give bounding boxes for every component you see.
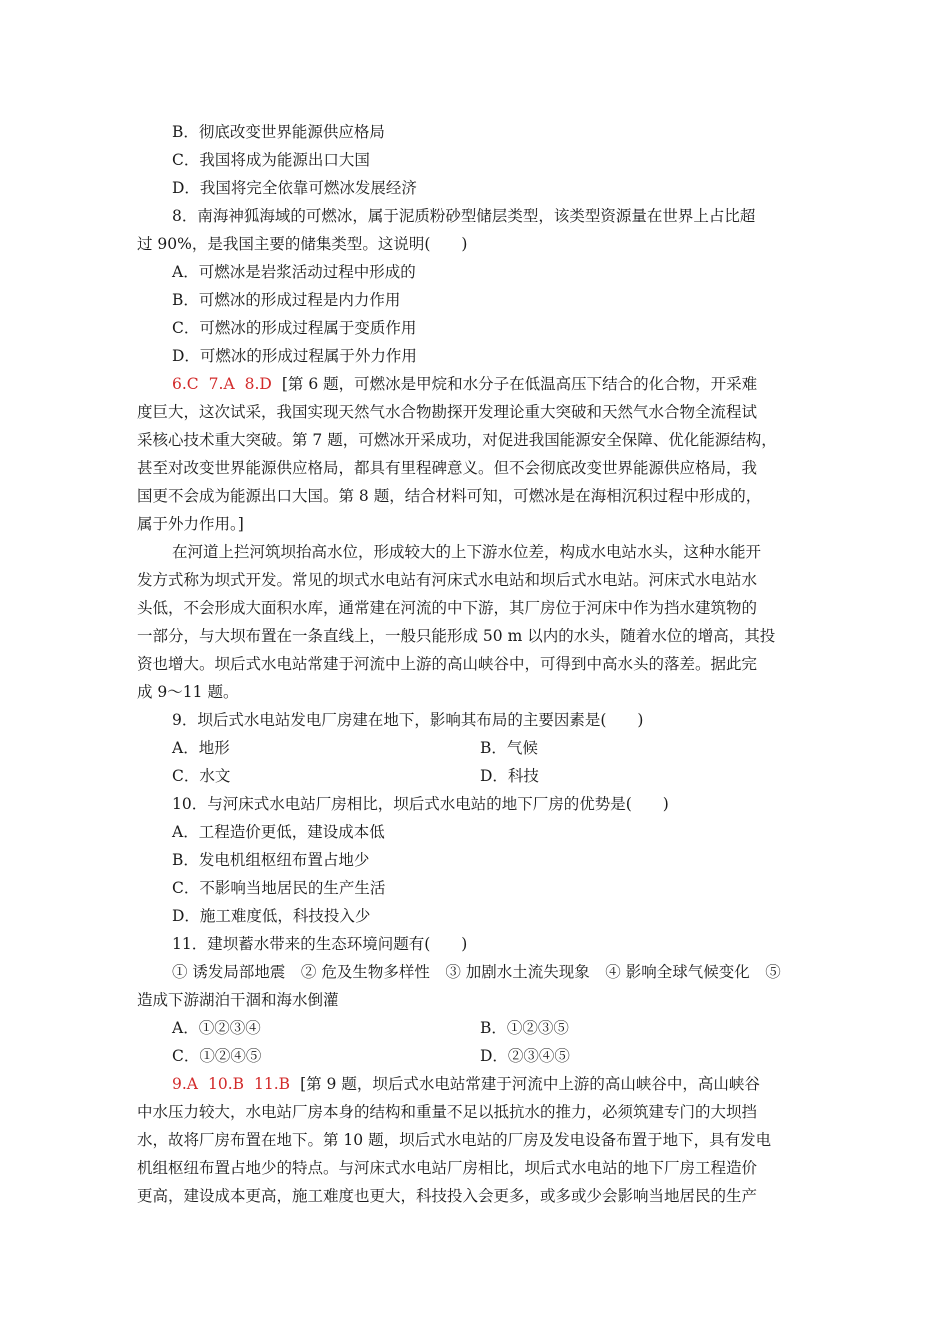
q9-option-b: B．气候 bbox=[480, 739, 538, 757]
q11-option-b: B．①②③⑤ bbox=[480, 1019, 569, 1037]
answer-6-8-line2: 度巨大，这次试采，我国实现天然气水合物勘探开发理论重大突破和天然气水合物全流程试 bbox=[137, 403, 758, 421]
answer-key-10: 10.B bbox=[207, 1075, 245, 1093]
answer-9-11-line3: 水，故将厂房布置在地下。第 10 题，坝后式水电站的厂房及发电设备布置于地下，具有发电 bbox=[137, 1131, 772, 1149]
q10-option-d: D．施工难度低，科技投入少 bbox=[172, 907, 371, 925]
q8-option-d: D．可燃冰的形成过程属于外力作用 bbox=[172, 347, 417, 365]
answer-9-11-line2: 中水压力较大，水电站厂房本身的结构和重量不足以抵抗水的推力，必须筑建专门的大坝挡 bbox=[137, 1103, 758, 1121]
answer-6-8-line6: 属于外力作用。] bbox=[137, 515, 244, 533]
passage-line4: 一部分，与大坝布置在一条直线上，一般只能形成 50 m 以内的水头，随着水位的增高，其投 bbox=[137, 627, 776, 645]
answer-key-8: 8.D bbox=[244, 375, 272, 393]
answer-key-7: 7.A bbox=[208, 375, 235, 393]
passage-line1: 在河道上拦河筑坝抬高水位，形成较大的上下游水位差，构成水电站水头，这种水能开 bbox=[172, 543, 762, 561]
q8-option-a: A．可燃冰是岩浆活动过程中形成的 bbox=[172, 263, 416, 281]
answer-9-11-line4: 机组枢纽布置占地少的特点。与河床式水电站厂房相比，坝后式水电站的地下厂房工程造价 bbox=[137, 1159, 758, 1177]
answer-9-11-text: [第 9 题，坝后式水电站常建于河流中上游的高山峡谷中，高山峡谷 bbox=[300, 1075, 760, 1093]
q11-option-d: D．②③④⑤ bbox=[480, 1047, 570, 1065]
q11-option-a: A．①②③④ bbox=[172, 1019, 261, 1037]
passage-line5: 资也增大。坝后式水电站常建于河流中上游的高山峡谷中，可得到中高水头的落差。据此完 bbox=[137, 655, 758, 673]
q8-stem-line1: 8．南海神狐海域的可燃冰，属于泥质粉砂型储层类型，该类型资源量在世界上占比超 bbox=[172, 207, 756, 225]
q8-option-c: C．可燃冰的形成过程属于变质作用 bbox=[172, 319, 417, 337]
answer-key-9: 9.A bbox=[172, 1075, 198, 1093]
q10-option-b: B．发电机组枢纽布置占地少 bbox=[172, 851, 370, 869]
q11-stem: 11．建坝蓄水带来的生态环境问题有( ) bbox=[172, 935, 468, 953]
q9-option-a: A．地形 bbox=[172, 739, 230, 757]
q11-option-c: C．①②④⑤ bbox=[172, 1047, 262, 1065]
q7-option-d: D．我国将完全依靠可燃冰发展经济 bbox=[172, 179, 417, 197]
passage-line6: 成 9～11 题。 bbox=[137, 683, 239, 701]
answer-key-6: 6.C bbox=[172, 375, 199, 393]
answer-9-11-line5: 更高，建设成本更高，施工难度也更大，科技投入会更多，或多或少会影响当地居民的生产 bbox=[137, 1187, 758, 1205]
q7-option-c: C．我国将成为能源出口大国 bbox=[172, 151, 370, 169]
q11-items-line1: ① 诱发局部地震 ② 危及生物多样性 ③ 加剧水土流失现象 ④ 影响全球气候变化 ⑤ bbox=[172, 963, 781, 981]
answer-9-11-line1 bbox=[172, 1070, 827, 1098]
q9-option-d: D．科技 bbox=[480, 767, 539, 785]
answer-key-11: 11.B bbox=[254, 1075, 291, 1093]
q11-options-row2 bbox=[172, 1042, 827, 1070]
q7-option-b: B．彻底改变世界能源供应格局 bbox=[172, 123, 385, 141]
q10-stem: 10．与河床式水电站厂房相比，坝后式水电站的地下厂房的优势是( ) bbox=[172, 795, 669, 813]
q8-stem-line2: 过 90%，是我国主要的储集类型。这说明( ) bbox=[137, 235, 468, 253]
passage-line2: 发方式称为坝式开发。常见的坝式水电站有河床式水电站和坝后式水电站。河床式水电站水 bbox=[137, 571, 758, 589]
answer-6-8-text: [第 6 题，可燃冰是甲烷和水分子在低温高压下结合的化合物，开采难 bbox=[281, 375, 758, 393]
q9-options-row2 bbox=[172, 762, 827, 790]
q11-options-row1 bbox=[172, 1014, 827, 1042]
q10-option-a: A．工程造价更低，建设成本低 bbox=[172, 823, 385, 841]
answer-6-8-line5: 国更不会成为能源出口大国。第 8 题，结合材料可知，可燃冰是在海相沉积过程中形成的， bbox=[137, 487, 762, 505]
answer-6-8-line4: 甚至对改变世界能源供应格局，都具有里程碑意义。但不会彻底改变世界能源供应格局，我 bbox=[137, 459, 758, 477]
q9-options-row1 bbox=[172, 734, 827, 762]
q8-option-b: B．可燃冰的形成过程是内力作用 bbox=[172, 291, 401, 309]
passage-line3: 头低，不会形成大面积水库，通常建在河流的中下游，其厂房位于河床中作为挡水建筑物的 bbox=[137, 599, 758, 617]
q9-stem: 9．坝后式水电站发电厂房建在地下，影响其布局的主要因素是( ) bbox=[172, 711, 644, 729]
answer-6-8-line1 bbox=[172, 370, 827, 398]
q10-option-c: C．不影响当地居民的生产生活 bbox=[172, 879, 386, 897]
q11-items-line2: 造成下游湖泊干涸和海水倒灌 bbox=[137, 991, 339, 1009]
answer-6-8-line3: 采核心技术重大突破。第 7 题，可燃冰开采成功，对促进我国能源安全保障、优化能源结构， bbox=[137, 431, 777, 449]
q9-option-c: C．水文 bbox=[172, 767, 231, 785]
